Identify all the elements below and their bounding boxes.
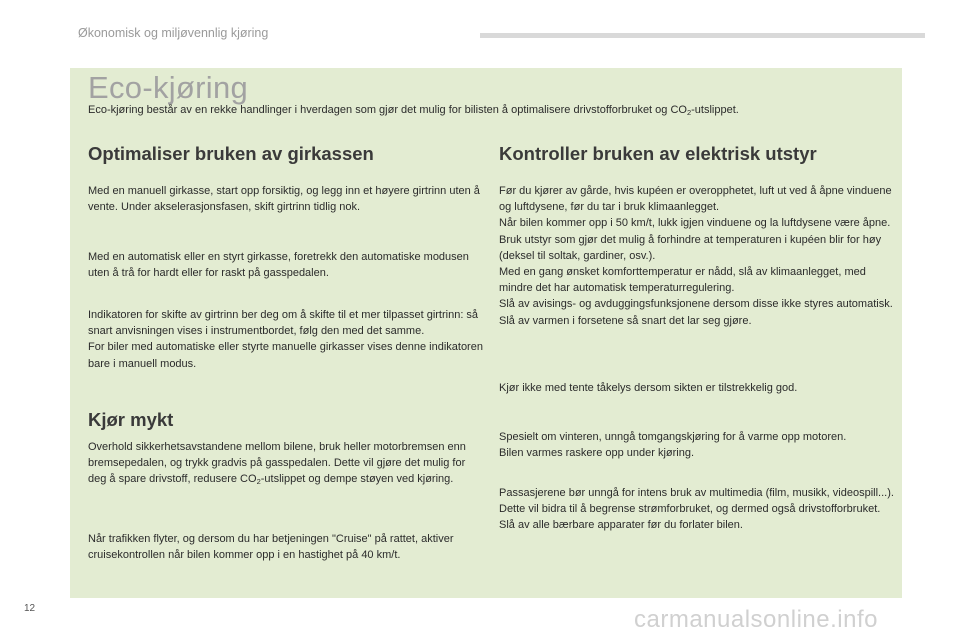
header-divider (480, 33, 925, 38)
page-title: Eco-kjøring (88, 70, 249, 105)
paragraph-climate-control: Før du kjører av gårde, hvis kupéen er overopphetet, luft ut ved å åpne vinduene og luftdysene, før du tar i bruk klimaanlegget. Når bilen kommer opp i 50 km/t, lukk igjen vinduene og la luftdysene være åpne. Bruk utstyr som gjør det mulig å forhindre at temperaturen i kupéen blir for høy (deksel til soltak, gardiner, osv.). Med en gang ønsket komforttemperatur er nådd, slå av klimaanlegget, med mindre det har automatisk temperaturregulering. Slå av avisings- og avduggingsfunksjonene dersom disse ikke styres automatisk. Slå av varmen i forsetene så snart det lar seg gjøre. (499, 185, 893, 327)
paragraph-fog-lights: Kjør ikke med tente tåkelys dersom sikten er tilstrekkelig god. (499, 382, 798, 394)
paragraph-cruise-control: Når trafikken flyter, og dersom du har betjeningen "Cruise" på rattet, aktiver cruisekontrollen når bilen kommer opp i en hastighet på 40 km/t. (88, 533, 454, 562)
paragraph-multimedia: Passasjerene bør unngå for intens bruk av multimedia (film, musikk, videospill...). Dette vil bidra til å begrense strømforbruket, og dermed også drivstofforbruket. Slå av alle bærbare apparater før du forlater bilen. (499, 487, 894, 532)
paragraph-idling: Spesielt om vinteren, unngå tomgangskjøring for å varme opp motoren. Bilen varmes raskere opp under kjøring. (499, 431, 847, 460)
heading-electrical-equipment: Kontroller bruken av elektrisk utstyr (499, 143, 817, 164)
page-number: 12 (24, 603, 36, 614)
intro-text: Eco-kjøring består av en rekke handlinger i hverdagen som gjør det mulig for bilisten å optimalisere drivstofforbruket og $CO_2$-utslippet. (88, 104, 739, 117)
paragraph-safe-distance: Overhold sikkerhetsavstandene mellom bilene, bruk heller motorbremsen enn bremsepedalen, og trykk gradvis på gasspedalen. Dette vil gjøre det mulig for deg å spare drivstoff, redusere $CO_2$-utslippet og dempe støyen ved kjøring. (88, 441, 466, 487)
watermark: carmanualsonline.info (634, 606, 878, 633)
section-title: Økonomisk og miljøvennlig kjøring (78, 26, 269, 40)
heading-drive-smoothly: Kjør mykt (88, 409, 174, 430)
paragraph-automatic-gearbox: Med en automatisk eller en styrt girkasse, foretrekk den automatiske modusen uten å trå for hardt eller for raskt på gasspedalen. (88, 251, 469, 280)
heading-gearbox: Optimaliser bruken av girkassen (88, 143, 374, 164)
paragraph-manual-gearbox: Med en manuell girkasse, start opp forsiktig, og legg inn et høyere girtrinn uten å vente. Under akselerasjonsfasen, skift girtrinn tidlig nok. (88, 185, 480, 214)
paragraph-gear-indicator: Indikatoren for skifte av girtrinn ber deg om å skifte til et mer tilpasset girtrinn: så snart anvisningen vises i instrumentbordet, følg den med det samme. For biler med automatiske eller styrte manuelle girkasser vises denne indikatoren bare i manuell modus. (88, 309, 483, 370)
